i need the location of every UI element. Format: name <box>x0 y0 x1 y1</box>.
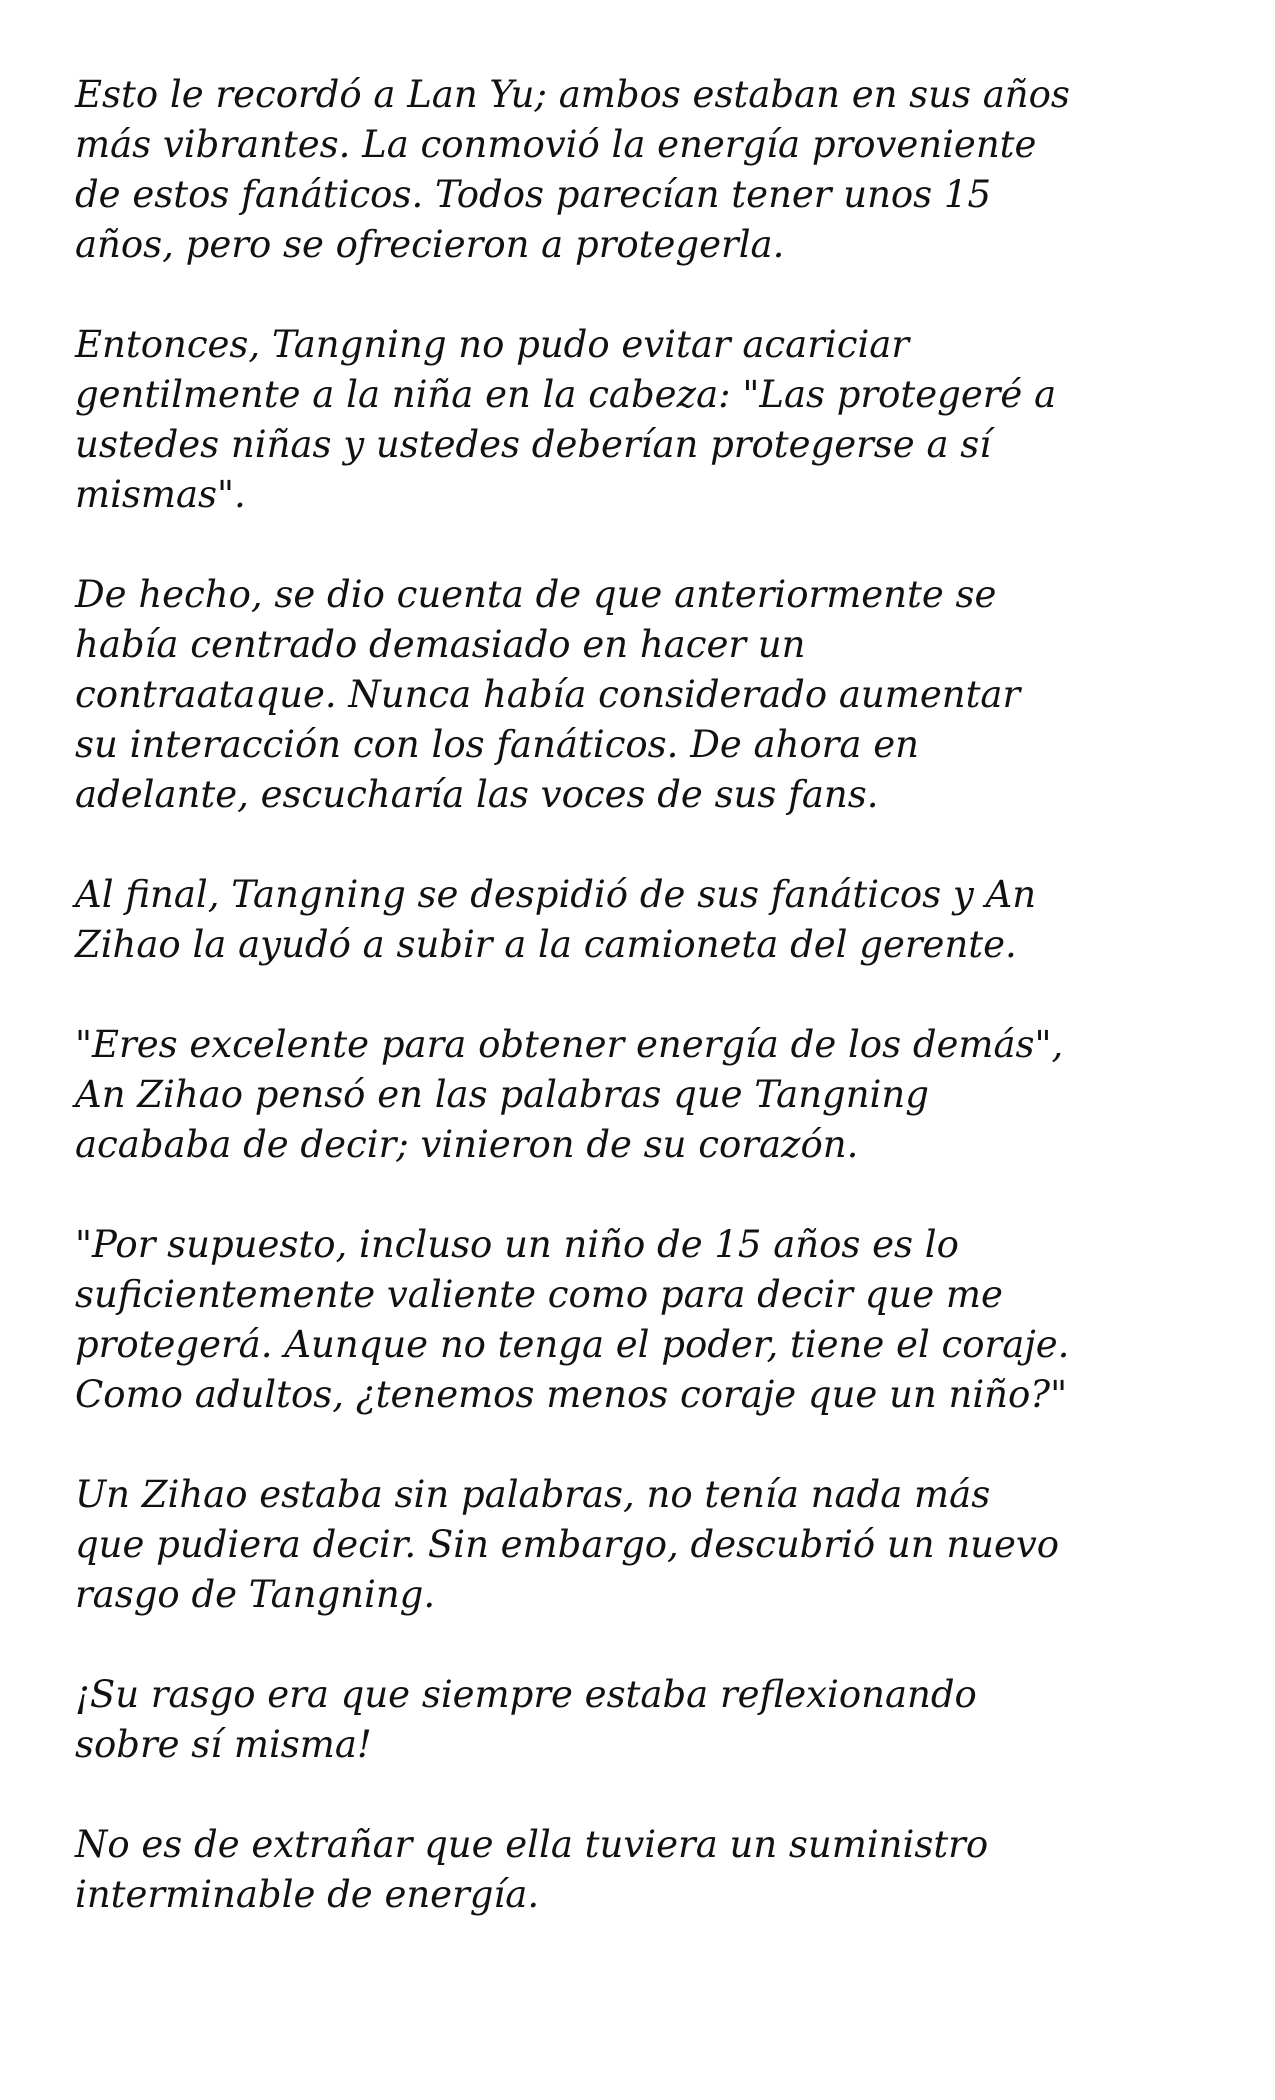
document-body <box>75 70 1225 1970</box>
paragraph-line: Zihao la ayudó a subir a la camioneta del gerente. <box>75 923 1017 966</box>
paragraph-1 <box>75 70 1225 270</box>
paragraph-line: Al final, Tangning se despidió de sus fanáticos y An <box>75 873 1037 916</box>
paragraph-line: suficientemente valiente como para decir que me <box>75 1273 1003 1316</box>
paragraph-line: protegerá. Aunque no tenga el poder, tiene el coraje. <box>75 1323 1070 1366</box>
paragraph-line: años, pero se ofrecieron a protegerla. <box>75 223 785 266</box>
paragraph-line: Entonces, Tangning no pudo evitar acariciar <box>75 323 910 366</box>
paragraph-line: No es de extrañar que ella tuviera un suministro <box>75 1823 989 1866</box>
paragraph-7 <box>75 1470 1225 1620</box>
paragraph-line: de estos fanáticos. Todos parecían tener unos 15 <box>75 173 992 216</box>
paragraph-line: Esto le recordó a Lan Yu; ambos estaban en sus años <box>75 73 1070 116</box>
paragraph-line: acababa de decir; vinieron de su corazón. <box>75 1123 859 1166</box>
paragraph-3 <box>75 570 1225 820</box>
paragraph-line: gentilmente a la niña en la cabeza: "Las protegeré a <box>75 373 1057 416</box>
paragraph-line: "Por supuesto, incluso un niño de 15 años es lo <box>75 1223 959 1266</box>
paragraph-line: contraataque. Nunca había considerado aumentar <box>75 673 1021 716</box>
paragraph-line: mismas". <box>75 473 246 516</box>
paragraph-line: rasgo de Tangning. <box>75 1573 436 1616</box>
paragraph-6 <box>75 1220 1225 1420</box>
paragraph-2 <box>75 320 1225 520</box>
paragraph-line: De hecho, se dio cuenta de que anteriormente se <box>75 573 997 616</box>
paragraph-8 <box>75 1670 1225 1770</box>
paragraph-line: más vibrantes. La conmovió la energía proveniente <box>75 123 1037 166</box>
paragraph-line: ustedes niñas y ustedes deberían protegerse a sí <box>75 423 992 466</box>
paragraph-line: ¡Su rasgo era que siempre estaba reflexionando <box>75 1673 977 1716</box>
paragraph-line: sobre sí misma! <box>75 1723 372 1766</box>
paragraph-line: había centrado demasiado en hacer un <box>75 623 806 666</box>
paragraph-line: Como adultos, ¿tenemos menos coraje que un niño?" <box>75 1373 1068 1416</box>
paragraph-9 <box>75 1820 1225 1920</box>
paragraph-line: "Eres excelente para obtener energía de los demás", <box>75 1023 1064 1066</box>
paragraph-line: Un Zihao estaba sin palabras, no tenía nada más <box>75 1473 991 1516</box>
paragraph-line: que pudiera decir. Sin embargo, descubrió un nuevo <box>75 1523 1060 1566</box>
paragraph-line: interminable de energía. <box>75 1873 540 1916</box>
paragraph-line: adelante, escucharía las voces de sus fans. <box>75 773 879 816</box>
paragraph-5 <box>75 1020 1225 1170</box>
paragraph-4 <box>75 870 1225 970</box>
paragraph-line: su interacción con los fanáticos. De ahora en <box>75 723 919 766</box>
paragraph-line: An Zihao pensó en las palabras que Tangning <box>75 1073 929 1116</box>
